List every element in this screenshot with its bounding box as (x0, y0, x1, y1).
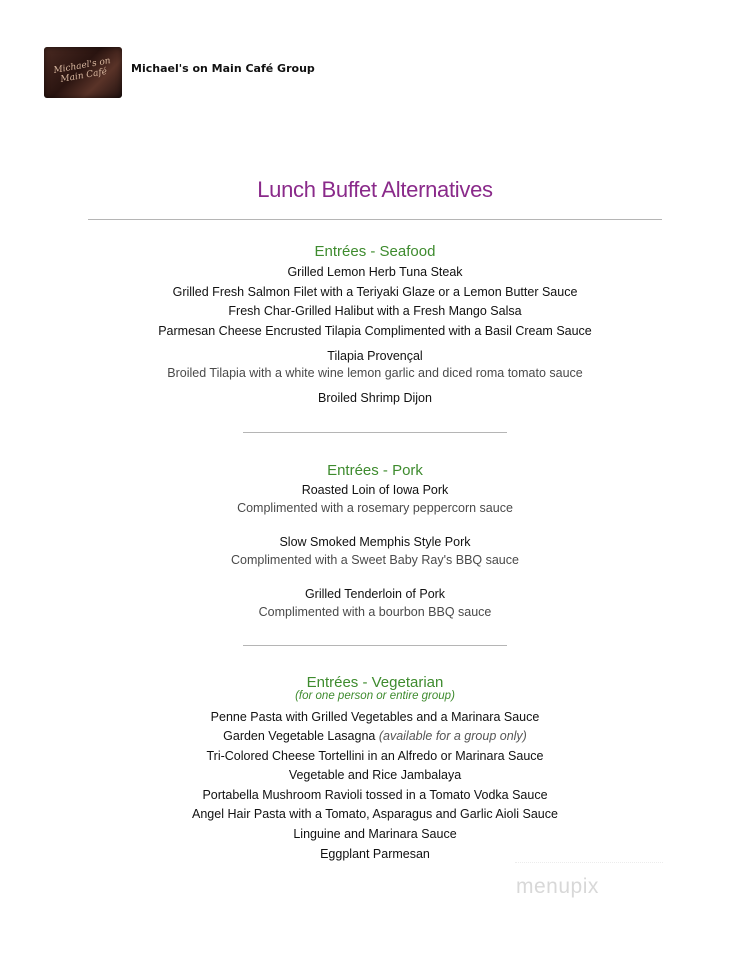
restaurant-logo (44, 47, 122, 98)
menu-item-description: Broiled Tilapia with a white wine lemon garlic and diced roma tomato sauce (167, 366, 583, 380)
menu-item: Roasted Loin of Iowa Pork (301, 483, 449, 497)
menu-item: Linguine and Marinara Sauce (293, 827, 457, 841)
menu-item: Tri-Colored Cheese Tortellini in an Alfredo or Marinara Sauce (206, 749, 544, 763)
pork-heading: Entrées - Pork (327, 462, 423, 479)
menu-item (0, 729, 750, 743)
menu-item: Angel Hair Pasta with a Tomato, Asparagus and Garlic Aioli Sauce (192, 807, 558, 821)
menu-item: Broiled Shrimp Dijon (318, 391, 432, 405)
menu-item: Tilapia Provençal (327, 349, 423, 363)
menu-item: Slow Smoked Memphis Style Pork (279, 535, 471, 549)
menupix-watermark: menupix (516, 875, 599, 898)
menu-item-description: Complimented with a bourbon BBQ sauce (258, 605, 492, 619)
menu-item: Penne Pasta with Grilled Vegetables and a Marinara Sauce (210, 710, 540, 724)
menu-item: Portabella Mushroom Ravioli tossed in a Tomato Vodka Sauce (202, 788, 548, 802)
vegetarian-heading: Entrées - Vegetarian (306, 674, 444, 691)
menu-item-description: Complimented with a rosemary peppercorn sauce (237, 501, 513, 515)
menu-item: Grilled Fresh Salmon Filet with a Teriyaki Glaze or a Lemon Butter Sauce (172, 285, 578, 299)
section-divider (243, 645, 507, 646)
menu-item: Vegetable and Rice Jambalaya (288, 768, 462, 782)
menu-item: Fresh Char-Grilled Halibut with a Fresh Mango Salsa (228, 304, 522, 318)
page-title: Lunch Buffet Alternatives (257, 177, 493, 202)
menu-item-note: (available for a group only) (378, 729, 527, 743)
seafood-heading: Entrées - Seafood (314, 243, 436, 260)
menu-item: Parmesan Cheese Encrusted Tilapia Complimented with a Basil Cream Sauce (158, 324, 592, 338)
watermark-line (515, 862, 663, 863)
menu-item: Grilled Lemon Herb Tuna Steak (287, 265, 463, 279)
menu-item: Grilled Tenderloin of Pork (304, 587, 446, 601)
brand-name: Michael's on Main Café Group (131, 62, 315, 75)
menu-item-description: Complimented with a Sweet Baby Ray's BBQ sauce (231, 553, 519, 567)
menu-item-name: Garden Vegetable Lasagna (223, 729, 376, 743)
logo-text: Michael's on Main Café (52, 56, 112, 85)
section-divider (243, 432, 507, 433)
title-divider (88, 219, 662, 220)
menu-item: Eggplant Parmesan (320, 847, 430, 861)
vegetarian-note: (for one person or entire group) (295, 690, 455, 702)
